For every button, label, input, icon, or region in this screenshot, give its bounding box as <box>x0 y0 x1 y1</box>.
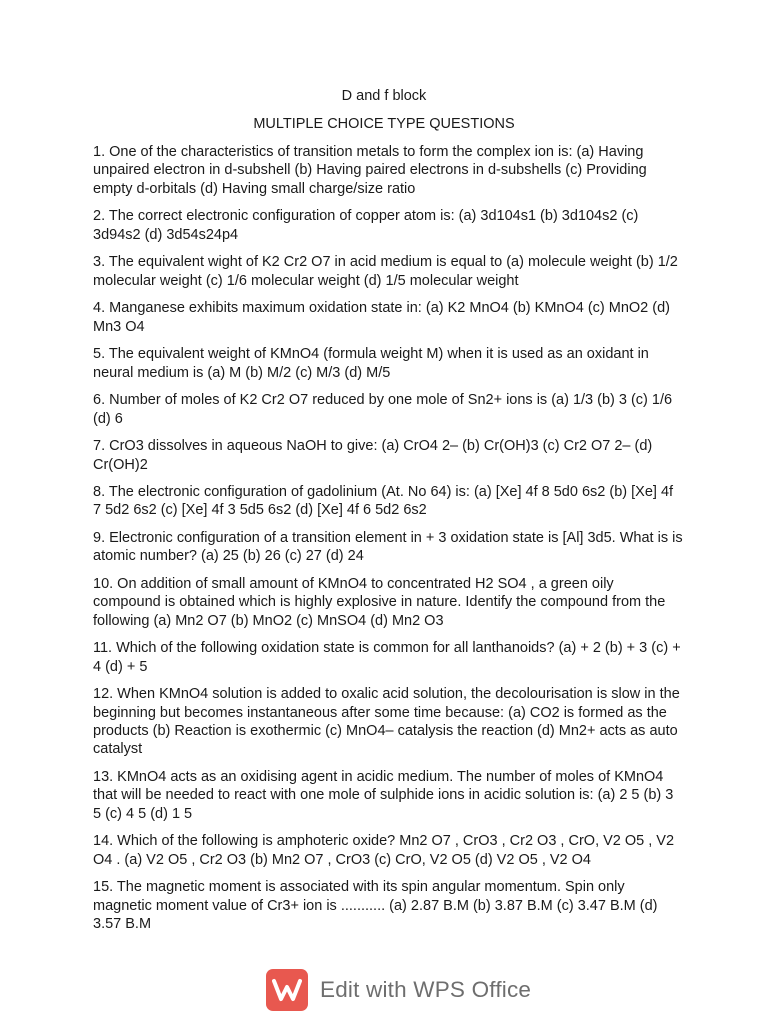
question-6: 6. Number of moles of K2 Cr2 O7 reduced by one mole of Sn2+ ions is (a) 1/3 (b) 3 (c) 1/6 (d) 6 <box>93 392 673 427</box>
question-15: 15. The magnetic moment is associated with its spin angular momentum. Spin only magnetic moment value of Cr3+ ion is ........... (a) 2.87 B.M (b) 3.87 B.M (c) 3.47 B.M (d) 3.57 B.M <box>93 879 658 932</box>
document-title: D and f block <box>341 88 427 104</box>
question-list <box>93 143 683 943</box>
question-3: 3. The equivalent wight of K2 Cr2 O7 in acid medium is equal to (a) molecule weight (b) 1/2 molecular weight (c) 1/6 molecular weight (d) 1/5 molecular weight <box>93 254 678 289</box>
wps-office-logo-icon <box>266 969 308 1011</box>
question-2: 2. The correct electronic configuration of copper atom is: (a) 3d104s1 (b) 3d104s2 (c) 3d94s2 (d) 3d54s24p4 <box>93 208 639 243</box>
edit-with-wps-label: Edit with WPS Office <box>320 977 532 1002</box>
question-9: 9. Electronic configuration of a transition element in + 3 oxidation state is [Al] 3d5. What is is atomic number? (a) 25 (b) 26 (c) 27 (d) 24 <box>93 530 683 565</box>
question-1: 1. One of the characteristics of transition metals to form the complex ion is: (a) Having unpaired electron in d-subshell (b) Having paired electrons in d-subshells (c) Providing empty d-orbitals (d) Having small charge/size ratio <box>93 144 647 197</box>
question-7: 7. CrO3 dissolves in aqueous NaOH to give: (a) CrO4 2– (b) Cr(OH)3 (c) Cr2 O7 2– (d) Cr(OH)2 <box>93 438 653 473</box>
question-10: 10. On addition of small amount of KMnO4 to concentrated H2 SO4 , a green oily compound is obtained which is highly explosive in nature. Identify the compound from the following (a) Mn2 O7 (b) MnO2 (c) MnSO4 (d) Mn2 O3 <box>93 576 666 629</box>
question-5: 5. The equivalent weight of KMnO4 (formula weight M) when it is used as an oxidant in neural medium is (a) M (b) M/2 (c) M/3 (d) M/5 <box>93 346 649 381</box>
document-subtitle: MULTIPLE CHOICE TYPE QUESTIONS <box>253 116 515 132</box>
question-8: 8. The electronic configuration of gadolinium (At. No 64) is: (a) [Xe] 4f 8 5d0 6s2 (b) [Xe] 4f 7 5d2 6s2 (c) [Xe] 4f 3 5d5 6s2 (d) [Xe] 4f 6 5d2 6s2 <box>93 484 674 519</box>
question-13: 13. KMnO4 acts as an oxidising agent in acidic medium. The number of moles of KMnO4 that will be needed to react with one mole of sulphide ions in acidic solution is: (a) 2 5 (b) 3 5 (c) 4 5 (d) 1 5 <box>93 769 674 822</box>
question-11: 11. Which of the following oxidation state is common for all lanthanoids? (a) + 2 (b) + 3 (c) + 4 (d) + 5 <box>93 640 681 675</box>
edit-with-wps-banner[interactable] <box>266 968 531 1012</box>
question-14: 14. Which of the following is amphoteric oxide? Mn2 O7 , CrO3 , Cr2 O3 , CrO, V2 O5 , V2 O4 . (a) V2 O5 , Cr2 O3 (b) Mn2 O7 , CrO3 (c) CrO, V2 O5 (d) V2 O5 , V2 O4 <box>93 833 675 868</box>
question-12: 12. When KMnO4 solution is added to oxalic acid solution, the decolourisation is slow in the beginning but becomes instantaneous after some time because: (a) CO2 is formed as the products (b) Reaction is exothermic (c) MnO4– catalysis the reaction (d) Mn2+ acts as auto catalyst <box>93 686 680 758</box>
question-4: 4. Manganese exhibits maximum oxidation state in: (a) K2 MnO4 (b) KMnO4 (c) MnO2 (d) Mn3 O4 <box>93 300 670 335</box>
